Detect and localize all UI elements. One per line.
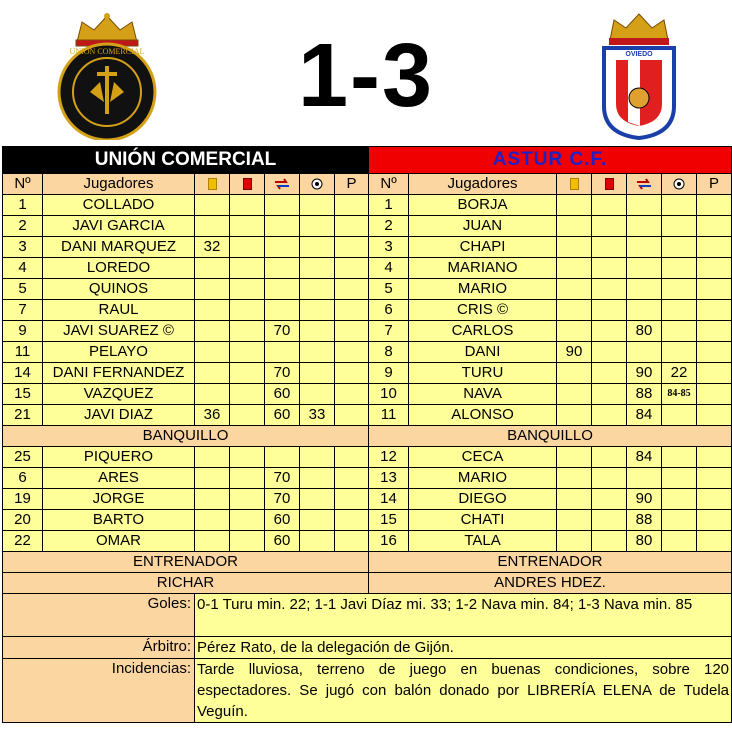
away-player-name: ALONSO [409,405,557,426]
goals-text: 0-1 Turu min. 22; 1-1 Javi Díaz mi. 33; 1-2 Nava min. 84; 1-3 Nava min. 85 [195,594,732,637]
home-substitution-minute [265,195,300,216]
away-player-name: CHAPI [409,237,557,258]
home-player-number: 2 [3,216,43,237]
starters-body [3,195,732,426]
home-player-number: 21 [3,405,43,426]
away-penalty [697,447,732,468]
home-yellow-card-minute [195,300,230,321]
yellow-card-icon [557,174,592,195]
substitution-icon [265,174,300,195]
home-substitution-minute [265,279,300,300]
match-score: 1-3 [297,26,435,126]
away-coach-name: ANDRES HDEZ. [369,573,732,594]
home-goal-minute [300,342,335,363]
away-player-number: 5 [369,279,409,300]
home-goal-minute [300,384,335,405]
home-substitution-minute: 70 [265,489,300,510]
home-goal-minute [300,510,335,531]
away-player-name: DANI [409,342,557,363]
home-yellow-card-minute [195,531,230,552]
home-player-number: 14 [3,363,43,384]
home-red-card-minute [230,216,265,237]
away-team-name: ASTUR C.F. [369,147,732,174]
away-goal-minute [662,258,697,279]
away-goal-minute: 22 [662,363,697,384]
away-yellow-card-minute [557,279,592,300]
home-red-card-minute [230,489,265,510]
home-goal-minute [300,447,335,468]
away-red-card-minute [592,279,627,300]
table-row [3,321,732,342]
goals-label: Goles: [3,594,195,637]
away-yellow-card-minute [557,363,592,384]
home-player-name: PIQUERO [43,447,195,468]
away-substitution-minute [627,237,662,258]
away-red-card-minute [592,510,627,531]
away-penalty [697,321,732,342]
away-player-name: TALA [409,531,557,552]
home-red-card-minute [230,195,265,216]
away-penalty [697,279,732,300]
home-red-card-minute [230,510,265,531]
away-penalty [697,531,732,552]
away-substitution-minute [627,342,662,363]
home-yellow-card-minute [195,510,230,531]
away-penalty [697,405,732,426]
away-goal-minute [662,531,697,552]
away-penalty [697,363,732,384]
home-substitution-minute [265,237,300,258]
away-goal-minute [662,489,697,510]
away-red-card-minute [592,195,627,216]
away-red-card-minute [592,342,627,363]
away-player-number: 13 [369,468,409,489]
home-substitution-minute [265,447,300,468]
away-substitution-minute: 84 [627,447,662,468]
home-goal-minute [300,279,335,300]
home-player-name: PELAYO [43,342,195,363]
away-penalty [697,510,732,531]
home-player-name: VAZQUEZ [43,384,195,405]
home-red-card-minute [230,384,265,405]
home-player-number: 7 [3,300,43,321]
away-red-card-minute [592,468,627,489]
away-substitution-minute: 90 [627,363,662,384]
crown-icon [609,14,669,45]
home-substitution-minute: 60 [265,510,300,531]
home-substitution-minute: 60 [265,384,300,405]
home-goal-minute [300,321,335,342]
home-penalty [335,468,369,489]
home-substitution-minute: 70 [265,363,300,384]
home-goal-minute [300,363,335,384]
away-penalty [697,468,732,489]
away-player-name: BORJA [409,195,557,216]
away-goal-minute [662,195,697,216]
col-players: Jugadores [43,174,195,195]
home-player-number: 6 [3,468,43,489]
home-goal-minute [300,216,335,237]
astur-cf-crest [598,10,680,140]
away-player-number: 4 [369,258,409,279]
away-yellow-card-minute: 90 [557,342,592,363]
home-penalty [335,195,369,216]
away-penalty [697,237,732,258]
home-goal-minute [300,195,335,216]
home-red-card-minute [230,447,265,468]
home-yellow-card-minute [195,468,230,489]
match-header [0,0,732,145]
home-red-card-minute [230,321,265,342]
away-substitution-minute: 88 [627,510,662,531]
home-coach-name: RICHAR [3,573,369,594]
away-goal-minute: 84-85 [662,384,697,405]
away-player-name: MARIANO [409,258,557,279]
away-yellow-card-minute [557,195,592,216]
home-red-card-minute [230,258,265,279]
away-red-card-minute [592,405,627,426]
goal-ball-icon [662,174,697,195]
home-player-name: LOREDO [43,258,195,279]
away-yellow-card-minute [557,405,592,426]
away-player-number: 11 [369,405,409,426]
home-substitution-minute: 60 [265,531,300,552]
home-player-name: JORGE [43,489,195,510]
away-penalty [697,300,732,321]
away-penalty [697,258,732,279]
match-sheet-table [2,146,732,723]
home-red-card-minute [230,363,265,384]
away-player-number: 6 [369,300,409,321]
away-red-card-minute [592,258,627,279]
home-player-number: 1 [3,195,43,216]
table-row [3,195,732,216]
home-yellow-card-minute [195,258,230,279]
away-substitution-minute [627,300,662,321]
away-player-number: 14 [369,489,409,510]
away-goal-minute [662,216,697,237]
home-red-card-minute [230,531,265,552]
away-substitution-minute: 88 [627,384,662,405]
home-red-card-minute [230,279,265,300]
home-yellow-card-minute [195,321,230,342]
home-yellow-card-minute [195,195,230,216]
away-player-number: 1 [369,195,409,216]
red-card-icon [592,174,627,195]
away-substitution-minute [627,258,662,279]
goal-ball-icon [300,174,335,195]
substitution-icon [627,174,662,195]
home-goal-minute [300,300,335,321]
home-yellow-card-minute: 32 [195,237,230,258]
table-row [3,384,732,405]
away-yellow-card-minute [557,510,592,531]
union-comercial-crest [52,10,162,140]
home-goal-minute [300,489,335,510]
col-players: Jugadores [409,174,557,195]
away-goal-minute [662,468,697,489]
away-goal-minute [662,300,697,321]
away-yellow-card-minute [557,531,592,552]
red-card-icon [230,174,265,195]
home-player-number: 25 [3,447,43,468]
home-goal-minute [300,531,335,552]
home-yellow-card-minute [195,384,230,405]
home-substitution-minute: 60 [265,405,300,426]
away-red-card-minute [592,384,627,405]
away-red-card-minute [592,489,627,510]
away-red-card-minute [592,363,627,384]
table-row [3,447,732,468]
table-row [3,468,732,489]
away-player-name: CRIS © [409,300,557,321]
away-bench-heading: BANQUILLO [369,426,732,447]
table-row [3,531,732,552]
home-substitution-minute [265,216,300,237]
home-player-name: OMAR [43,531,195,552]
away-player-number: 2 [369,216,409,237]
home-player-name: JAVI GARCIA [43,216,195,237]
away-player-number: 16 [369,531,409,552]
yellow-card-icon [195,174,230,195]
referee-text: Pérez Rato, de la delegación de Gijón. [195,637,732,659]
home-red-card-minute [230,237,265,258]
away-yellow-card-minute [557,216,592,237]
away-player-number: 10 [369,384,409,405]
away-player-number: 9 [369,363,409,384]
home-player-number: 15 [3,384,43,405]
home-player-name: QUINOS [43,279,195,300]
away-goal-minute [662,342,697,363]
home-penalty [335,216,369,237]
away-substitution-minute: 80 [627,531,662,552]
home-player-number: 20 [3,510,43,531]
away-substitution-minute [627,195,662,216]
home-player-name: ARES [43,468,195,489]
away-red-card-minute [592,447,627,468]
away-goal-minute [662,447,697,468]
away-red-card-minute [592,531,627,552]
home-yellow-card-minute [195,489,230,510]
home-red-card-minute [230,468,265,489]
home-player-number: 19 [3,489,43,510]
home-player-number: 11 [3,342,43,363]
away-player-name: NAVA [409,384,557,405]
col-number: Nº [369,174,409,195]
away-penalty [697,489,732,510]
away-goal-minute [662,510,697,531]
home-yellow-card-minute [195,216,230,237]
home-yellow-card-minute [195,447,230,468]
table-row [3,342,732,363]
referee-label: Árbitro: [3,637,195,659]
away-player-name: CARLOS [409,321,557,342]
away-player-number: 7 [369,321,409,342]
away-player-name: DIEGO [409,489,557,510]
home-substitution-minute: 70 [265,468,300,489]
away-yellow-card-minute [557,321,592,342]
home-penalty [335,279,369,300]
col-number: Nº [3,174,43,195]
home-yellow-card-minute [195,342,230,363]
home-red-card-minute [230,342,265,363]
away-player-name: MARIO [409,468,557,489]
home-team-name: UNIÓN COMERCIAL [3,147,369,174]
table-row [3,237,732,258]
home-substitution-minute [265,342,300,363]
away-goal-minute [662,405,697,426]
home-penalty [335,363,369,384]
incidents-text: Tarde lluviosa, terreno de juego en buenas condiciones, sobre 120 espectadores. Se jugó con balón donado por LIBRERÍA ELENA de Tudela Veguín. [195,659,732,723]
away-player-number: 3 [369,237,409,258]
away-yellow-card-minute [557,468,592,489]
col-penalty: P [697,174,732,195]
home-red-card-minute [230,405,265,426]
home-penalty [335,447,369,468]
away-player-number: 8 [369,342,409,363]
home-yellow-card-minute [195,279,230,300]
home-player-number: 5 [3,279,43,300]
home-penalty [335,489,369,510]
home-player-name: JAVI SUAREZ © [43,321,195,342]
away-substitution-minute [627,216,662,237]
away-substitution-minute [627,279,662,300]
svg-text:OVIEDO: OVIEDO [625,51,653,58]
away-coach-heading: ENTRENADOR [369,552,732,573]
table-row [3,489,732,510]
away-red-card-minute [592,321,627,342]
away-red-card-minute [592,216,627,237]
away-substitution-minute: 84 [627,405,662,426]
away-goal-minute [662,321,697,342]
home-bench-heading: BANQUILLO [3,426,369,447]
home-player-name: COLLADO [43,195,195,216]
home-penalty [335,342,369,363]
home-penalty [335,300,369,321]
home-player-number: 22 [3,531,43,552]
home-goal-minute [300,468,335,489]
table-row [3,279,732,300]
home-substitution-minute: 70 [265,321,300,342]
away-player-name: JUAN [409,216,557,237]
away-goal-minute [662,237,697,258]
home-player-number: 4 [3,258,43,279]
away-player-name: TURU [409,363,557,384]
away-substitution-minute [627,468,662,489]
table-row [3,510,732,531]
incidents-label: Incidencias: [3,659,195,723]
table-row [3,216,732,237]
away-penalty [697,195,732,216]
bench-body [3,447,732,552]
away-player-name: CHATI [409,510,557,531]
home-penalty [335,510,369,531]
table-row [3,258,732,279]
home-player-name: DANI MARQUEZ [43,237,195,258]
away-player-name: MARIO [409,279,557,300]
home-penalty [335,321,369,342]
away-yellow-card-minute [557,447,592,468]
away-yellow-card-minute [557,258,592,279]
home-yellow-card-minute [195,363,230,384]
home-player-number: 9 [3,321,43,342]
home-player-name: JAVI DIAZ [43,405,195,426]
away-yellow-card-minute [557,237,592,258]
home-player-name: RAUL [43,300,195,321]
away-substitution-minute: 90 [627,489,662,510]
home-player-name: DANI FERNANDEZ [43,363,195,384]
home-substitution-minute [265,300,300,321]
home-goal-minute [300,258,335,279]
home-substitution-minute [265,258,300,279]
table-row [3,405,732,426]
crown-icon [76,13,138,46]
home-red-card-minute [230,300,265,321]
away-yellow-card-minute [557,489,592,510]
home-penalty [335,384,369,405]
table-row [3,300,732,321]
away-goal-minute [662,279,697,300]
svg-text:UNIÓN COMERCIAL: UNIÓN COMERCIAL [69,47,145,56]
home-penalty [335,405,369,426]
away-player-number: 15 [369,510,409,531]
home-player-number: 3 [3,237,43,258]
home-goal-minute [300,237,335,258]
away-red-card-minute [592,237,627,258]
away-player-name: CECA [409,447,557,468]
away-yellow-card-minute [557,384,592,405]
home-player-name: BARTO [43,510,195,531]
away-penalty [697,342,732,363]
away-player-number: 12 [369,447,409,468]
col-penalty: P [335,174,369,195]
away-penalty [697,384,732,405]
home-penalty [335,237,369,258]
away-red-card-minute [592,300,627,321]
home-goal-minute: 33 [300,405,335,426]
home-coach-heading: ENTRENADOR [3,552,369,573]
home-yellow-card-minute: 36 [195,405,230,426]
home-penalty [335,258,369,279]
away-substitution-minute: 80 [627,321,662,342]
away-penalty [697,216,732,237]
table-row [3,363,732,384]
away-yellow-card-minute [557,300,592,321]
ball-icon [629,88,649,108]
home-penalty [335,531,369,552]
